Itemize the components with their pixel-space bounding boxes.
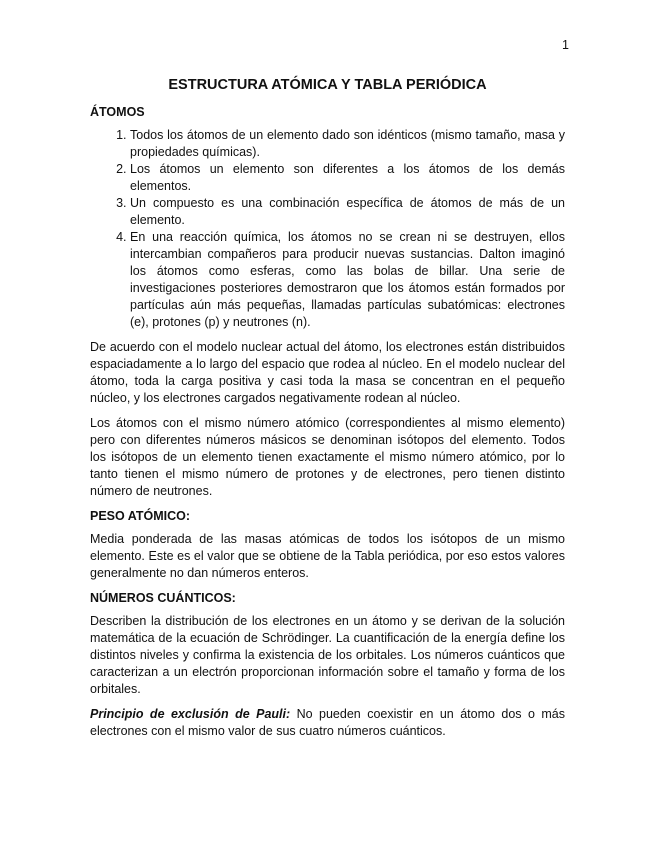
paragraph-nuclear-model: De acuerdo con el modelo nuclear actual del átomo, los electrones están distribuidos espaciadamente a lo largo del espacio que rodea al núcleo. En el modelo nuclear del átomo, toda la carga positiva y casi toda la masa se concentran en el pequeño núcleo, y los electrones cargados negativamente rodean al núcleo. (90, 340, 565, 405)
section-heading-peso-atomico: PESO ATÓMICO: (90, 509, 190, 523)
postulates-list (90, 127, 565, 331)
page-number: 1 (562, 38, 569, 52)
paragraph-isotopes: Los átomos con el mismo número atómico (correspondientes al mismo elemento) pero con diferentes números másicos se denominan isótopos del elemento. Todos los isótopos de un elemento tienen exactamente el mismo número atómico, por lo tanto tienen el mismo número de protones y de electrones, pero tienen distinto número de neutrones. (90, 416, 565, 498)
document-body (90, 76, 565, 748)
paragraph-peso-atomico: Media ponderada de las masas atómicas de todos los isótopos de un mismo elemento. Este es el valor que se obtiene de la Tabla periódica, por eso estos valores generalmente no dan números enteros. (90, 532, 565, 580)
section-heading-atomos: ÁTOMOS (90, 105, 145, 119)
list-item: 2. Los átomos un elemento son diferentes a los átomos de los demás elementos. (130, 161, 565, 195)
section-heading-numeros-cuanticos: NÚMEROS CUÁNTICOS: (90, 591, 236, 605)
list-item: 1. Todos los átomos de un elemento dado son idénticos (mismo tamaño, masa y propiedades químicas). (130, 127, 565, 161)
list-item: 4. En una reacción química, los átomos no se crean ni se destruyen, ellos intercambian compañeros para producir nuevas sustancias. Dalton imaginó los átomos como esferas, como las bolas de billar. Una serie de investigaciones posteriores demostraron que los átomos están formados por partículas aún más pequeñas, llamadas partículas subatómicas: electrones (e), protones (p) y neutrones (n). (130, 229, 565, 331)
paragraph-numeros-cuanticos: Describen la distribución de los electrones en un átomo y se derivan de la solución matemática de la ecuación de Schrödinger. La cuantificación de la energía define los distintos niveles y confirma la existencia de los orbitales. Los números cuánticos que caracterizan a un electrón proporcionan información sobre el tamaño y forma de los orbitales. (90, 614, 565, 696)
pauli-text: No pueden coexistir en un átomo dos o más electrones con el mismo valor de sus cuatro números cuánticos. (90, 707, 565, 738)
pauli-lead: Principio de exclusión de Pauli: (90, 707, 291, 721)
list-item: 3. Un compuesto es una combinación específica de átomos de más de un elemento. (130, 195, 565, 229)
paragraph-pauli (90, 706, 565, 740)
document-title: ESTRUCTURA ATÓMICA Y TABLA PERIÓDICA (168, 77, 487, 93)
